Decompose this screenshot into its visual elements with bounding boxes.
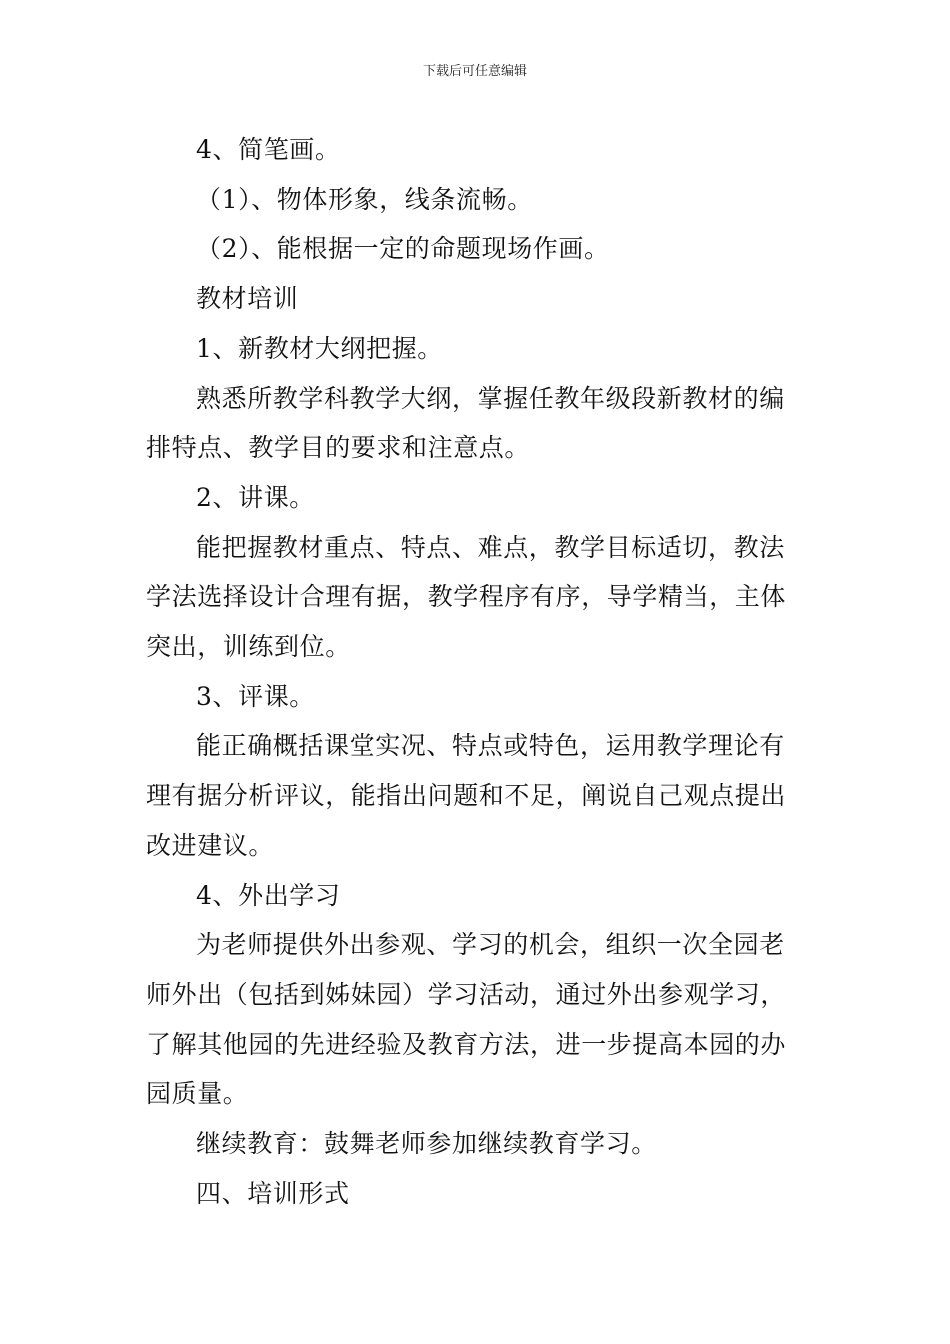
- page-header-note: 下载后可任意编辑: [422, 64, 527, 79]
- paragraph-lecture-body: 能把握教材重点、特点、难点，教学目标适切，教法学法选择设计合理有据，教学程序有序，导学精当，主体突出，训练到位。: [146, 532, 787, 662]
- paragraph-heading-sketch: 4、简笔画。: [196, 135, 341, 164]
- paragraph-heading-training-form: 四、培训形式: [196, 1178, 350, 1208]
- paragraph-continuing-education: 继续教育：鼓舞老师参加继续教育学习。: [196, 1129, 657, 1159]
- paragraph-review-body: 能正确概括课堂实况、特点或特色，运用教学理论有理有据分析评议，能指出问题和不足，阐说自己观点提出改进建议。: [146, 731, 787, 860]
- paragraph-heading-lecture: 2、讲课。: [196, 482, 315, 512]
- document-body: [146, 125, 810, 1218]
- paragraph-heading-materials: 教材培训: [196, 284, 299, 314]
- paragraph-item-2: （2）、能根据一定的命题现场作画。: [196, 234, 610, 264]
- paragraph-item-1: （1）、物体形象，线条流畅。: [196, 184, 533, 214]
- paragraph-syllabus-body: 熟悉所教学科教学大纲，掌握任教年级段新教材的编排特点、教学目的要求和注意点。: [146, 383, 785, 463]
- paragraph-heading-review: 3、评课。: [196, 681, 315, 711]
- paragraph-heading-syllabus: 1、新教材大纲把握。: [196, 333, 443, 363]
- paragraph-outing-body: 为老师提供外出参观、学习的机会，组织一次全园老师外出（包括到姊妹园）学习活动，通过外出参观学习，了解其他园的先进经验及教育方法，进一步提高本园的办园质量。: [146, 930, 787, 1109]
- paragraph-heading-outing: 4、外出学习: [196, 880, 341, 910]
